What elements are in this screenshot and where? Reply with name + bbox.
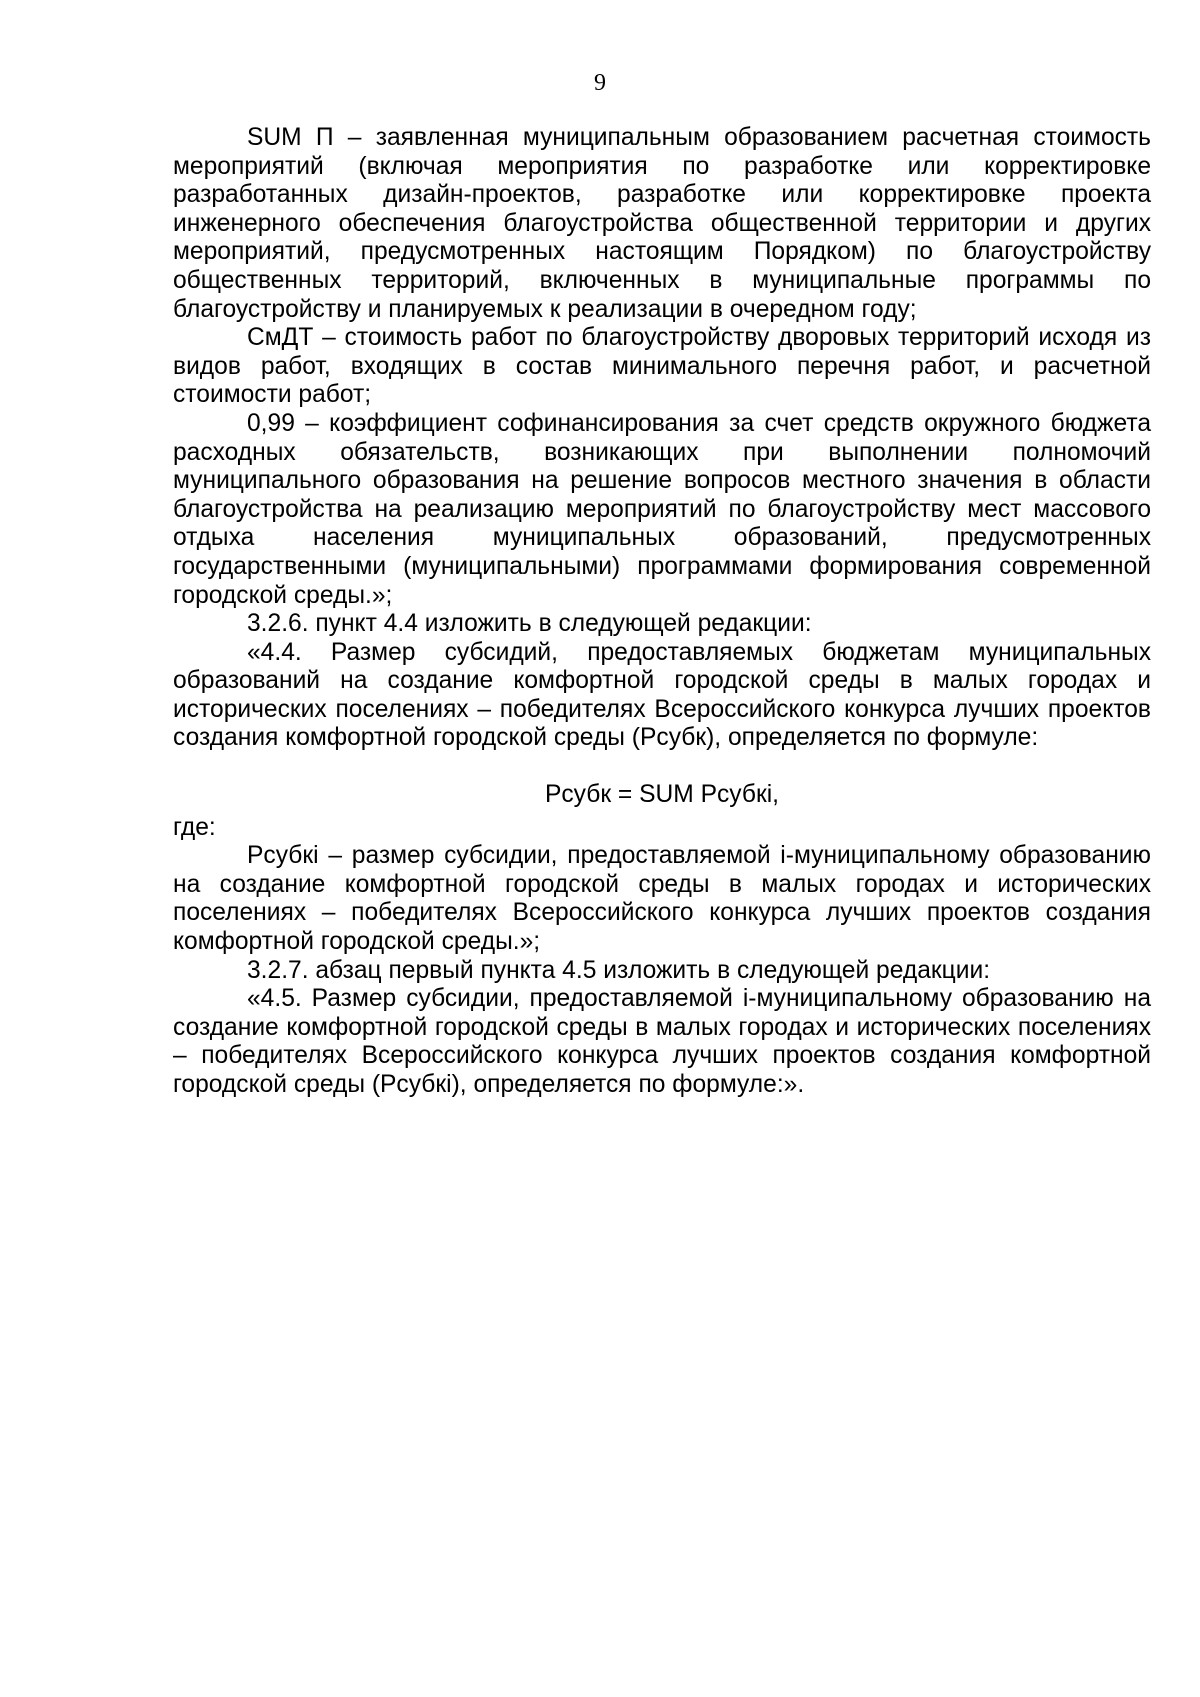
paragraph-item-3-2-7: 3.2.7. абзац первый пункта 4.5 изложить в следующей редакции: (247, 956, 991, 984)
paragraph-smdt: СмДТ – стоимость работ по благоустройству дворовых территорий исходя из видов работ, входящих в состав минимального перечня работ, и расчетной стоимости работ; (173, 324, 1151, 409)
paragraph-sum-p: SUM П – заявленная муниципальным образованием расчетная стоимость мероприятий (включая мероприятия по разработке или корректировке разработанных дизайн-проектов, разработке или корректировке проекта инженерного обеспечения благоустройства общественной территории и других мероприятий, предусмотренных настоящим Порядком) по благоустройству общественных территорий, включенных в муниципальные программы по благоустройству и планируемых к реализации в очередном году; (173, 124, 1151, 323)
formula: Рсубк = SUM Рсубкi, (544, 781, 780, 809)
where-label: где: (173, 813, 216, 841)
page-number: 9 (594, 70, 606, 96)
paragraph-rsubki: Рсубкi – размер субсидии, предоставляемой i-муниципальному образованию на создание комфортной городской среды в малых городах и исторических поселениях – победителях Всероссийского конкурса лучших проектов создания комфортной городской среды.»; (173, 842, 1151, 956)
paragraph-coefficient: 0,99 – коэффициент софинансирования за счет средств окружного бюджета расходных обязательств, возникающих при выполнении полномочий муниципального образования на решение вопросов местного значения в области благоустройства на реализацию мероприятий по благоустройству мест массового отдыха населения муниципальных образований, предусмотренных государственными (муниципальными) программами формирования современной городской среды.»; (173, 409, 1151, 609)
paragraph-item-4-4: «4.4. Размер субсидий, предоставляемых бюджетам муниципальных образований на создание комфортной городской среды в малых городах и исторических поселениях – победителях Всероссийского конкурса лучших проектов создания комфортной городской среды (Рсубк), определяется по формуле: (173, 638, 1151, 752)
paragraph-item-3-2-6: 3.2.6. пункт 4.4 изложить в следующей редакции: (247, 610, 812, 638)
document-body (173, 124, 1151, 1100)
paragraph-item-4-5: «4.5. Размер субсидии, предоставляемой i-муниципальному образованию на создание комфортной городской среды в малых городах и исторических поселениях – победителях Всероссийского конкурса лучших проектов создания комфортной городской среды (Рсубкi), определяется по формуле:». (173, 985, 1151, 1098)
